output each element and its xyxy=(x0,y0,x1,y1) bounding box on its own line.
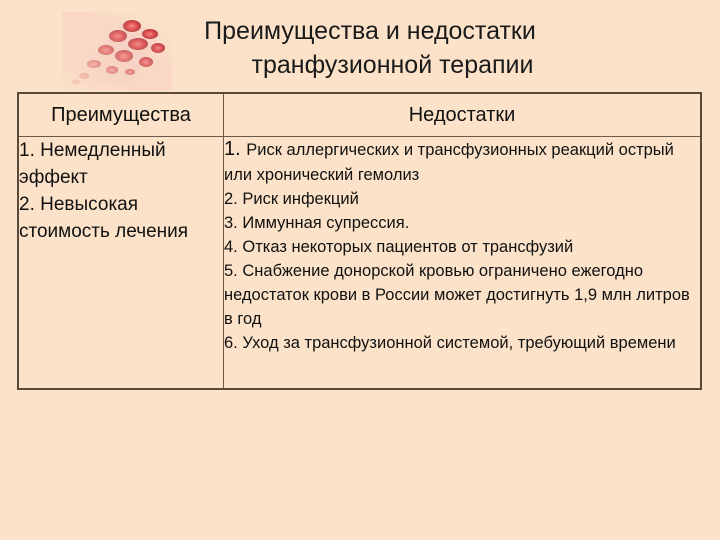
disadvantage-number: 6. xyxy=(224,334,238,352)
disadvantage-item xyxy=(224,187,700,211)
table-header-row xyxy=(18,93,701,137)
disadvantage-item xyxy=(224,259,700,331)
title-line-1: Преимущества и недостатки xyxy=(204,17,536,45)
header-disadvantages: Недостатки xyxy=(224,93,702,137)
page-title xyxy=(150,14,590,82)
disadvantages-cell xyxy=(224,137,702,390)
disadvantage-text: Отказ некоторых пациентов от трансфузий xyxy=(242,238,574,256)
disadvantage-number: 5. xyxy=(224,262,238,280)
disadvantage-text: Уход за трансфузионной системой, требующий времени xyxy=(242,334,676,352)
disadvantage-text: Риск инфекций xyxy=(242,190,359,208)
disadvantage-text: Иммунная супрессия. xyxy=(242,214,410,232)
disadvantage-item xyxy=(224,137,700,187)
table-row xyxy=(18,137,701,390)
comparison-table xyxy=(17,92,702,390)
disadvantage-number: 2. xyxy=(224,190,238,208)
disadvantage-number: 1. xyxy=(224,138,241,160)
disadvantage-text: Снабжение донорской кровью ограничено ежегодно недостаток крови в России может достигнуть 1,9 млн литров в год xyxy=(224,262,690,328)
disadvantage-number: 3. xyxy=(224,214,238,232)
disadvantage-text: Риск аллергических и трансфузионных реакций острый или хронический гемолиз xyxy=(224,141,674,184)
header-advantages: Преимущества xyxy=(18,93,224,137)
disadvantage-item xyxy=(224,211,700,235)
advantages-cell xyxy=(18,137,224,390)
advantage-item: 2. Невысокая стоимость лечения xyxy=(19,194,189,242)
disadvantage-item xyxy=(224,235,700,259)
title-line-2: транфузионной терапии xyxy=(251,51,534,79)
advantage-item: 1. Немедленный эффект xyxy=(19,140,166,188)
disadvantage-item xyxy=(224,331,700,355)
disadvantage-number: 4. xyxy=(224,238,238,256)
